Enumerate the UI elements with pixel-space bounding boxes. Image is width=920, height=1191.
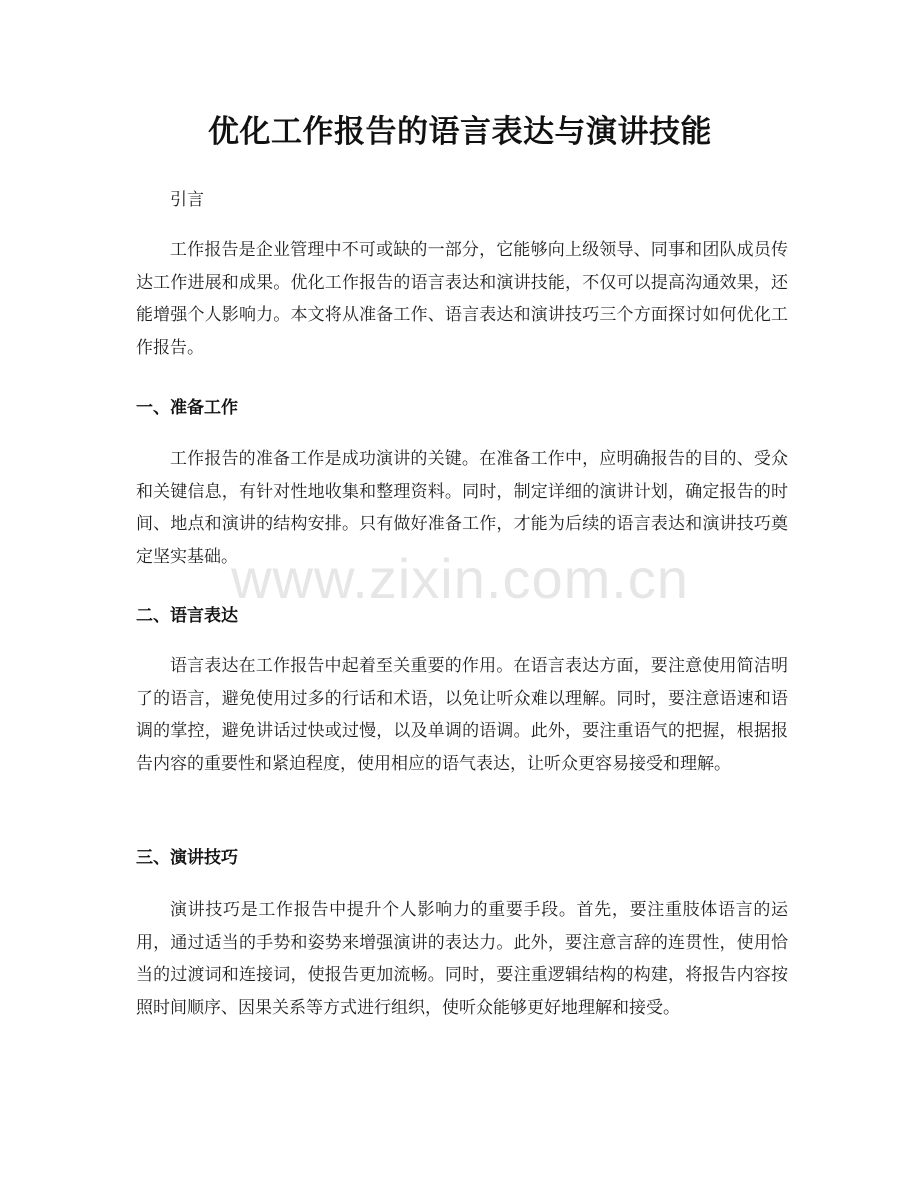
section-paragraph-speech: 演讲技巧是工作报告中提升个人影响力的重要手段。首先，要注重肢体语言的运用，通过适当的手势和姿势来增强演讲的表达力。此外，要注意言辞的连贯性，使用恰当的过渡词和连接词，使报告更加流畅。同时，要注重逻辑结构的构建，将报告内容按照时间顺序、因果关系等方式进行组织，使听众能够更好地理解和接受。 xyxy=(136,900,788,1018)
section-heading-preparation: 一、准备工作 xyxy=(136,398,238,418)
section-heading-language: 二、语言表达 xyxy=(136,606,238,626)
section-heading-speech: 三、演讲技巧 xyxy=(136,848,238,868)
section-paragraph-preparation: 工作报告的准备工作是成功演讲的关键。在准备工作中，应明确报告的目的、受众和关键信息，有针对性地收集和整理资料。同时，制定详细的演讲计划，确定报告的时间、地点和演讲的结构安排。只有做好准备工作，才能为后续的语言表达和演讲技巧奠定坚实基础。 xyxy=(136,449,788,567)
intro-label: 引言 xyxy=(170,190,204,210)
watermark: www.zixin.com.cn xyxy=(231,547,689,610)
document-title: 优化工作报告的语言表达与演讲技能 xyxy=(208,114,712,150)
section-paragraph-language: 语言表达在工作报告中起着至关重要的作用。在语言表达方面，要注意使用简洁明了的语言，避免使用过多的行话和术语，以免让听众难以理解。同时，要注意语速和语调的掌控，避免讲话过快或过慢，以及单调的语调。此外，要注重语气的把握，根据报告内容的重要性和紧迫程度，使用相应的语气表达，让听众更容易接受和理解。 xyxy=(136,656,788,774)
intro-paragraph: 工作报告是企业管理中不可或缺的一部分，它能够向上级领导、同事和团队成员传达工作进展和成果。优化工作报告的语言表达和演讲技能，不仅可以提高沟通效果，还能增强个人影响力。本文将从准备工作、语言表达和演讲技巧三个方面探讨如何优化工作报告。 xyxy=(136,240,788,358)
